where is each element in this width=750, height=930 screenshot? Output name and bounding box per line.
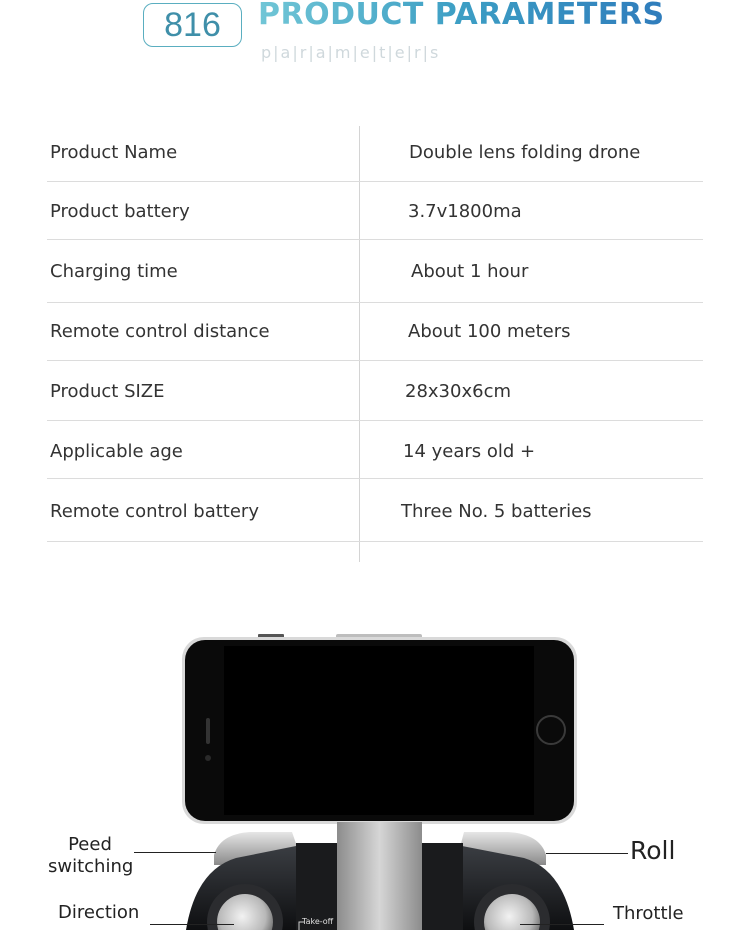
controller-center-right <box>422 843 463 930</box>
takeoff-label: Take-off <box>302 917 334 926</box>
callout-line-roll <box>546 853 628 854</box>
phone-camera-icon <box>205 755 211 761</box>
spec-row <box>47 303 703 361</box>
callout-line-speed <box>134 852 216 853</box>
spec-row <box>47 240 703 303</box>
page-title: PRODUCT PARAMETERS <box>258 0 665 32</box>
callout-direction: Direction <box>58 902 140 923</box>
spec-value: Double lens folding drone <box>409 142 641 163</box>
spec-label: Product Name <box>50 142 178 163</box>
spec-value: 14 years old + <box>403 441 536 462</box>
spec-row <box>47 182 703 240</box>
page-subtitle: p|a|r|a|m|e|t|e|r|s <box>261 43 441 62</box>
callout-speed-line2: switching <box>48 856 134 877</box>
callout-line-throttle <box>520 924 604 925</box>
spec-value: About 1 hour <box>411 261 529 282</box>
controller-drawing <box>0 600 750 930</box>
spec-row <box>47 361 703 421</box>
model-badge: 816 <box>143 3 242 47</box>
spec-table <box>47 126 703 562</box>
spec-label: Remote control distance <box>50 321 270 342</box>
callout-roll: Roll <box>630 836 676 865</box>
callout-speed-line1: Peed <box>68 834 112 855</box>
spec-row <box>47 479 703 542</box>
spec-label: Remote control battery <box>50 501 259 522</box>
callout-speed-switching <box>48 834 132 878</box>
spec-value: Three No. 5 batteries <box>401 501 592 522</box>
spec-row <box>47 421 703 479</box>
controller-illustration <box>0 600 750 930</box>
spec-label: Product SIZE <box>50 381 165 402</box>
spec-value: 28x30x6cm <box>405 381 511 402</box>
spec-label: Product battery <box>50 201 190 222</box>
phone-holder-arm <box>337 822 422 930</box>
spec-row <box>47 126 703 182</box>
phone-screen <box>224 646 534 815</box>
callout-line-direction <box>150 924 234 925</box>
spec-value: 3.7v1800ma <box>408 201 522 222</box>
phone-speaker <box>206 718 210 744</box>
spec-label: Applicable age <box>50 441 183 462</box>
spec-label: Charging time <box>50 261 178 282</box>
callout-throttle: Throttle <box>613 903 684 924</box>
spec-value: About 100 meters <box>408 321 571 342</box>
